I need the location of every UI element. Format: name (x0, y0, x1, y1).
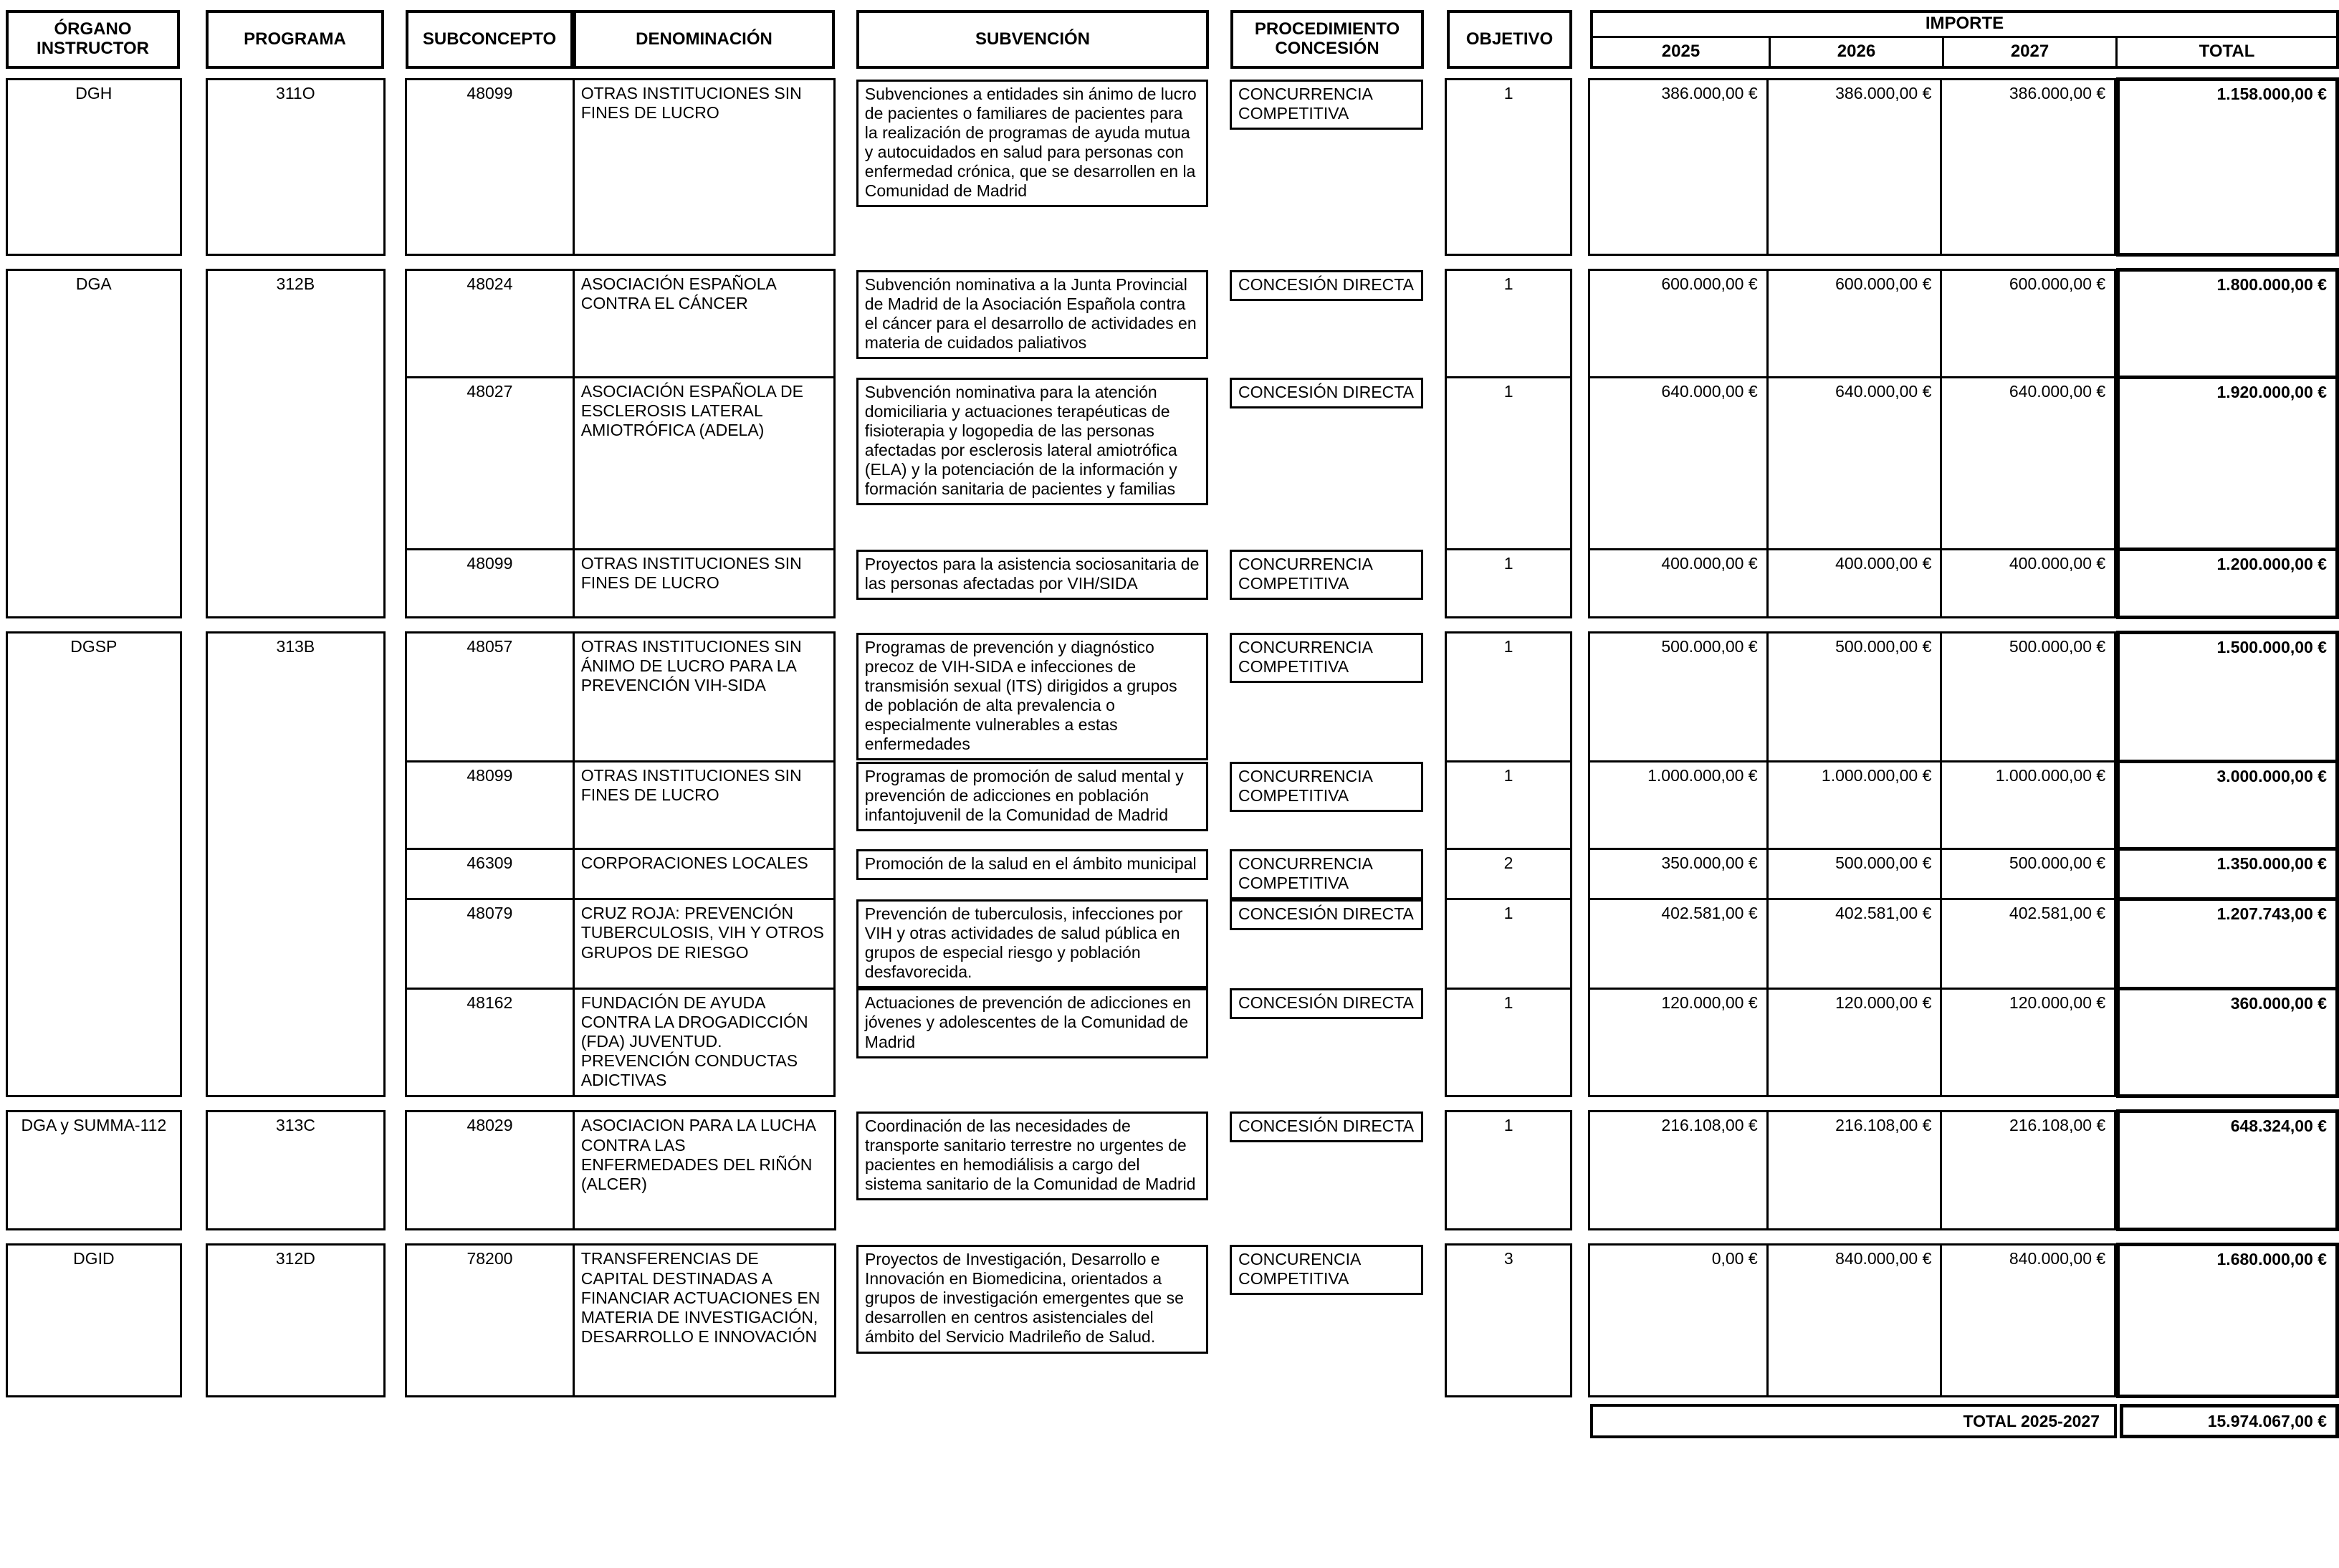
spacer (1572, 1112, 1589, 1230)
header-total: TOTAL (2115, 38, 2336, 66)
total-cell: 1.207.743,00 € (2118, 899, 2338, 989)
spacer (1423, 1112, 1446, 1230)
importe-2027-cell: 500.000,00 € (1941, 633, 2115, 762)
grand-total-value: 15.974.067,00 € (2120, 1404, 2339, 1438)
objetivo-cell: 1 (1446, 378, 1572, 550)
total-cell: 3.000.000,00 € (2118, 762, 2338, 849)
importe-2025-cell: 600.000,00 € (1589, 270, 1767, 378)
denominacion-cell: OTRAS INSTITUCIONES SIN FINES DE LUCRO (573, 762, 835, 849)
header-objetivo: OBJETIVO (1447, 10, 1572, 69)
spacer (835, 899, 856, 989)
procedimiento-cell (1230, 849, 1423, 899)
spacer (181, 80, 206, 255)
denominacion-cell: CRUZ ROJA: PREVENCIÓN TUBERCULOSIS, VIH Y OTROS GRUPOS DE RIESGO (573, 899, 835, 989)
procedimiento-cell (1230, 1245, 1423, 1397)
spacer (1208, 80, 1230, 255)
objetivo-cell: 1 (1446, 270, 1572, 378)
importe-2027-cell: 400.000,00 € (1941, 550, 2115, 618)
spacer (835, 10, 856, 69)
subconcepto-cell: 48024 (406, 270, 574, 378)
importe-2025-cell: 500.000,00 € (1589, 633, 1767, 762)
spacer (1208, 849, 1230, 899)
spacer (1571, 762, 1589, 849)
spacer (1208, 1112, 1230, 1230)
header-subconcepto: SUBCONCEPTO (406, 10, 573, 69)
group-dgid (6, 1243, 2339, 1398)
spacer (1208, 270, 1230, 378)
importe-2025-cell: 1.000.000,00 € (1589, 762, 1767, 849)
spacer (1423, 378, 1446, 550)
importe-2027-cell: 216.108,00 € (1941, 1112, 2115, 1230)
importe-2027-cell: 600.000,00 € (1941, 270, 2115, 378)
spacer (1571, 80, 1589, 255)
spacer (384, 10, 406, 69)
spacer (835, 270, 856, 378)
subvencion-text: Programas de prevención y diagnóstico precoz de VIH-SIDA e infecciones de transmisión sexual (ITS) dirigidos a grupos de población de alta prevalencia o especialmente vulnerables a estas enfermedades (856, 633, 1208, 761)
importe-2026-cell: 120.000,00 € (1767, 988, 1941, 1096)
group-dgh (6, 77, 2339, 257)
spacer (181, 633, 206, 1096)
spacer (385, 80, 406, 255)
objetivo-cell: 1 (1446, 988, 1572, 1096)
spacer (835, 849, 856, 899)
subvencion-cell (856, 1112, 1208, 1230)
spacer (1208, 633, 1230, 762)
spacer (385, 633, 406, 1096)
total-cell: 1.158.000,00 € (2118, 80, 2338, 255)
spacer (835, 762, 856, 849)
spacer (181, 1112, 206, 1230)
importe-2026-cell: 402.581,00 € (1767, 899, 1941, 989)
importe-2026-cell: 500.000,00 € (1767, 849, 1941, 899)
spacer (835, 988, 856, 1096)
spacer (1572, 10, 1590, 69)
spacer (1208, 378, 1230, 550)
organo-cell: DGA y SUMMA-112 (7, 1112, 181, 1230)
spacer (835, 633, 856, 762)
denominacion-cell: OTRAS INSTITUCIONES SIN FINES DE LUCRO (573, 550, 835, 618)
total-cell: 648.324,00 € (2118, 1112, 2338, 1230)
subvencion-cell (856, 1245, 1208, 1397)
importe-2025-cell: 400.000,00 € (1589, 550, 1767, 618)
programa-cell: 313C (206, 1112, 385, 1230)
spacer (1424, 10, 1447, 69)
spacer (835, 378, 856, 550)
subvencion-cell (856, 988, 1208, 1096)
header-organo-instructor: ÓRGANO INSTRUCTOR (6, 10, 180, 69)
importe-2027-cell: 402.581,00 € (1941, 899, 2115, 989)
spacer (1572, 1245, 1589, 1397)
spacer (1208, 550, 1230, 618)
spacer (1423, 550, 1446, 618)
grand-total-label: TOTAL 2025-2027 (1590, 1404, 2117, 1438)
objetivo-cell: 1 (1446, 899, 1572, 989)
organo-cell: DGH (7, 80, 181, 255)
procedimiento-cell (1230, 899, 1423, 989)
subvencion-cell (856, 849, 1208, 899)
importe-2026-cell: 400.000,00 € (1767, 550, 1941, 618)
spacer (1571, 270, 1589, 378)
subvencion-cell (856, 80, 1208, 255)
importe-2026-cell: 386.000,00 € (1767, 80, 1941, 255)
programa-cell: 312D (206, 1245, 385, 1397)
subvencion-text: Subvenciones a entidades sin ánimo de lucro de pacientes o familiares de pacientes para la realización de programas de ayuda mutua y autocuidados en salud para personas con enfermedad crónica, que se desarrollen en la Comunidad de Madrid (856, 80, 1208, 208)
procedimiento-text: CONCURRENCIA COMPETITIVA (1230, 80, 1423, 130)
spacer (1571, 378, 1589, 550)
importe-2025-cell: 350.000,00 € (1589, 849, 1767, 899)
subvencion-text: Subvención nominativa para la atención domiciliaria y actuaciones terapéuticas de fisioterapia y logopedia de las personas afectadas por esclerosis lateral amiotrófica (ELA) y la potenciación de la información y formación sanitaria de pacientes y familias (856, 378, 1208, 506)
spacer (1423, 80, 1446, 255)
procedimiento-text: CONCURRENCIA COMPETITIVA (1230, 550, 1423, 600)
organo-cell: DGA (7, 270, 181, 618)
programa-cell: 313B (206, 633, 385, 1096)
importe-2027-cell: 840.000,00 € (1941, 1245, 2115, 1397)
spacer (835, 1112, 856, 1230)
denominacion-cell: OTRAS INSTITUCIONES SIN FINES DE LUCRO (573, 80, 835, 255)
importe-2025-cell: 402.581,00 € (1589, 899, 1767, 989)
importe-2026-cell: 500.000,00 € (1767, 633, 1941, 762)
subvencion-cell (856, 378, 1208, 550)
total-cell: 1.920.000,00 € (2118, 378, 2338, 550)
spacer (1571, 988, 1589, 1096)
total-cell: 1.500.000,00 € (2118, 633, 2338, 762)
objetivo-cell: 1 (1446, 762, 1572, 849)
objetivo-cell: 1 (1446, 1112, 1572, 1230)
subconcepto-cell: 48099 (406, 762, 574, 849)
procedimiento-cell (1230, 633, 1423, 762)
spacer (1571, 849, 1589, 899)
importe-2027-cell: 120.000,00 € (1941, 988, 2115, 1096)
spacer (1571, 899, 1589, 989)
spacer (1423, 762, 1446, 849)
importe-2025-cell: 386.000,00 € (1589, 80, 1767, 255)
spacer (835, 80, 856, 255)
spacer (385, 270, 406, 618)
grand-total-row (1590, 1404, 2339, 1438)
header-denominacion: DENOMINACIÓN (573, 10, 835, 69)
spacer (1423, 899, 1446, 989)
subvencion-cell (856, 899, 1208, 989)
denominacion-cell: ASOCIACIÓN ESPAÑOLA CONTRA EL CÁNCER (573, 270, 835, 378)
subvencion-cell (856, 270, 1208, 378)
denominacion-cell: FUNDACIÓN DE AYUDA CONTRA LA DROGADICCIÓN (FDA) JUVENTUD. PREVENCIÓN CONDUCTAS ADICTIVAS (573, 988, 835, 1096)
importe-2026-cell: 640.000,00 € (1767, 378, 1941, 550)
programa-cell: 312B (206, 270, 385, 618)
procedimiento-cell (1230, 270, 1423, 378)
subvencion-text: Proyectos para la asistencia sociosanitaria de las personas afectadas por VIH/SIDA (856, 550, 1208, 600)
table-header (6, 10, 2339, 69)
header-subvencion: SUBVENCIÓN (856, 10, 1209, 69)
header-procedimiento-concesion: PROCEDIMIENTO CONCESIÓN (1230, 10, 1424, 69)
importe-2025-cell: 216.108,00 € (1589, 1112, 1767, 1230)
objetivo-cell: 1 (1446, 550, 1572, 618)
procedimiento-text: CONCURENCIA COMPETITIVA (1230, 1245, 1423, 1295)
spacer (1208, 899, 1230, 989)
procedimiento-cell (1230, 988, 1423, 1096)
spacer (1571, 550, 1589, 618)
objetivo-cell: 1 (1446, 633, 1572, 762)
subvencion-text: Coordinación de las necesidades de transporte sanitario terrestre no urgentes de pacientes en hemodiálisis a cargo del sistema sanitario de la Comunidad de Madrid (856, 1112, 1208, 1201)
denominacion-cell: ASOCIACIÓN ESPAÑOLA DE ESCLEROSIS LATERAL AMIOTRÓFICA (ADELA) (573, 378, 835, 550)
spacer (1423, 849, 1446, 899)
spacer (1423, 633, 1446, 762)
header-year-2026: 2026 (1769, 38, 1942, 66)
header-importe-group (1590, 10, 2339, 69)
procedimiento-text: CONCESIÓN DIRECTA (1230, 378, 1423, 408)
spacer (1208, 988, 1230, 1096)
objetivo-cell: 3 (1446, 1245, 1572, 1397)
importe-2027-cell: 1.000.000,00 € (1941, 762, 2115, 849)
procedimiento-text: CONCESIÓN DIRECTA (1230, 1112, 1423, 1142)
importe-2027-cell: 640.000,00 € (1941, 378, 2115, 550)
spacer (1208, 1245, 1230, 1397)
procedimiento-cell (1230, 762, 1423, 849)
spacer (835, 1245, 856, 1397)
total-cell: 1.200.000,00 € (2118, 550, 2338, 618)
total-cell: 1.350.000,00 € (2118, 849, 2338, 899)
importe-2025-cell: 0,00 € (1589, 1245, 1768, 1397)
importe-2026-cell: 1.000.000,00 € (1767, 762, 1941, 849)
denominacion-cell: CORPORACIONES LOCALES (573, 849, 835, 899)
spacer (1208, 762, 1230, 849)
procedimiento-cell (1230, 80, 1423, 255)
spacer (180, 10, 206, 69)
spacer (1423, 988, 1446, 1096)
importe-2026-cell: 840.000,00 € (1767, 1245, 1941, 1397)
subconcepto-cell: 78200 (406, 1245, 574, 1397)
spacer (1571, 633, 1589, 762)
denominacion-cell: ASOCIACION PARA LA LUCHA CONTRA LAS ENFERMEDADES DEL RIÑÓN (ALCER) (573, 1112, 835, 1230)
objetivo-cell: 2 (1446, 849, 1572, 899)
subvencion-cell (856, 550, 1208, 618)
procedimiento-text: CONCURRENCIA COMPETITIVA (1230, 849, 1423, 899)
subconcepto-cell: 48099 (406, 550, 574, 618)
subconcepto-cell: 48057 (406, 633, 574, 762)
objetivo-cell: 1 (1446, 80, 1572, 255)
spacer (181, 1245, 206, 1397)
importe-2026-cell: 600.000,00 € (1767, 270, 1941, 378)
procedimiento-cell (1230, 378, 1423, 550)
subvencion-text: Promoción de la salud en el ámbito municipal (856, 849, 1208, 880)
denominacion-cell: TRANSFERENCIAS DE CAPITAL DESTINADAS A FINANCIAR ACTUACIONES EN MATERIA DE INVESTIGACIÓN, DESARROLLO E INNOVACIÓN (573, 1245, 835, 1397)
subconcepto-cell: 46309 (406, 849, 574, 899)
organo-cell: DGID (7, 1245, 181, 1397)
importe-2026-cell: 216.108,00 € (1767, 1112, 1941, 1230)
spacer (181, 270, 206, 618)
header-importe-years (1593, 38, 2336, 66)
importe-2027-cell: 386.000,00 € (1941, 80, 2115, 255)
spacer (385, 1112, 406, 1230)
subvencion-cell (856, 762, 1208, 849)
subvencion-text: Actuaciones de prevención de adicciones en jóvenes y adolescentes de la Comunidad de Madrid (856, 988, 1208, 1058)
subvencion-text: Proyectos de Investigación, Desarrollo e Innovación en Biomedicina, orientados a grupos de investigación emergentes que se desarrollen en centros asistenciales del ámbito del Servicio Madrileño de Salud. (856, 1245, 1208, 1354)
total-cell: 1.800.000,00 € (2118, 270, 2338, 378)
subconcepto-cell: 48079 (406, 899, 574, 989)
subconcepto-cell: 48099 (406, 80, 574, 255)
total-cell: 1.680.000,00 € (2118, 1245, 2338, 1397)
group-dga (6, 268, 2339, 619)
header-year-2027: 2027 (1942, 38, 2115, 66)
subvencion-text: Programas de promoción de salud mental y prevención de adicciones en población infantojuvenil de la Comunidad de Madrid (856, 762, 1208, 831)
procedimiento-cell (1230, 1112, 1423, 1230)
denominacion-cell: OTRAS INSTITUCIONES SIN ÁNIMO DE LUCRO PARA LA PREVENCIÓN VIH-SIDA (573, 633, 835, 762)
subconcepto-cell: 48029 (406, 1112, 574, 1230)
subvencion-text: Prevención de tuberculosis, infecciones por VIH y otras actividades de salud pública en grupos de especial riesgo y población desfavorecida. (856, 899, 1208, 989)
procedimiento-text: CONCESIÓN DIRECTA (1230, 988, 1423, 1019)
spacer (1209, 10, 1230, 69)
procedimiento-cell (1230, 550, 1423, 618)
spacer (385, 1245, 406, 1397)
subvencion-cell (856, 633, 1208, 762)
importe-2025-cell: 640.000,00 € (1589, 378, 1767, 550)
procedimiento-text: CONCESIÓN DIRECTA (1230, 899, 1423, 930)
spacer (1423, 270, 1446, 378)
spacer (835, 550, 856, 618)
total-cell: 360.000,00 € (2118, 988, 2338, 1096)
subvencion-text: Subvención nominativa a la Junta Provincial de Madrid de la Asociación Española contra el cáncer para el desarrollo de actividades en materia de cuidados paliativos (856, 270, 1208, 360)
subconcepto-cell: 48162 (406, 988, 574, 1096)
organo-cell: DGSP (7, 633, 181, 1096)
header-programa: PROGRAMA (206, 10, 384, 69)
importe-2025-cell: 120.000,00 € (1589, 988, 1767, 1096)
programa-cell: 311O (206, 80, 385, 255)
procedimiento-text: CONCESIÓN DIRECTA (1230, 270, 1423, 301)
subconcepto-cell: 48027 (406, 378, 574, 550)
procedimiento-text: CONCURRENCIA COMPETITIVA (1230, 762, 1423, 812)
group-dgsp (6, 631, 2339, 1098)
header-year-2025: 2025 (1661, 42, 1701, 61)
header-importe: IMPORTE (1593, 13, 2336, 38)
importe-2027-cell: 500.000,00 € (1941, 849, 2115, 899)
group-dga-summa (6, 1109, 2339, 1231)
spacer (1423, 1245, 1446, 1397)
procedimiento-text: CONCURRENCIA COMPETITIVA (1230, 633, 1423, 683)
